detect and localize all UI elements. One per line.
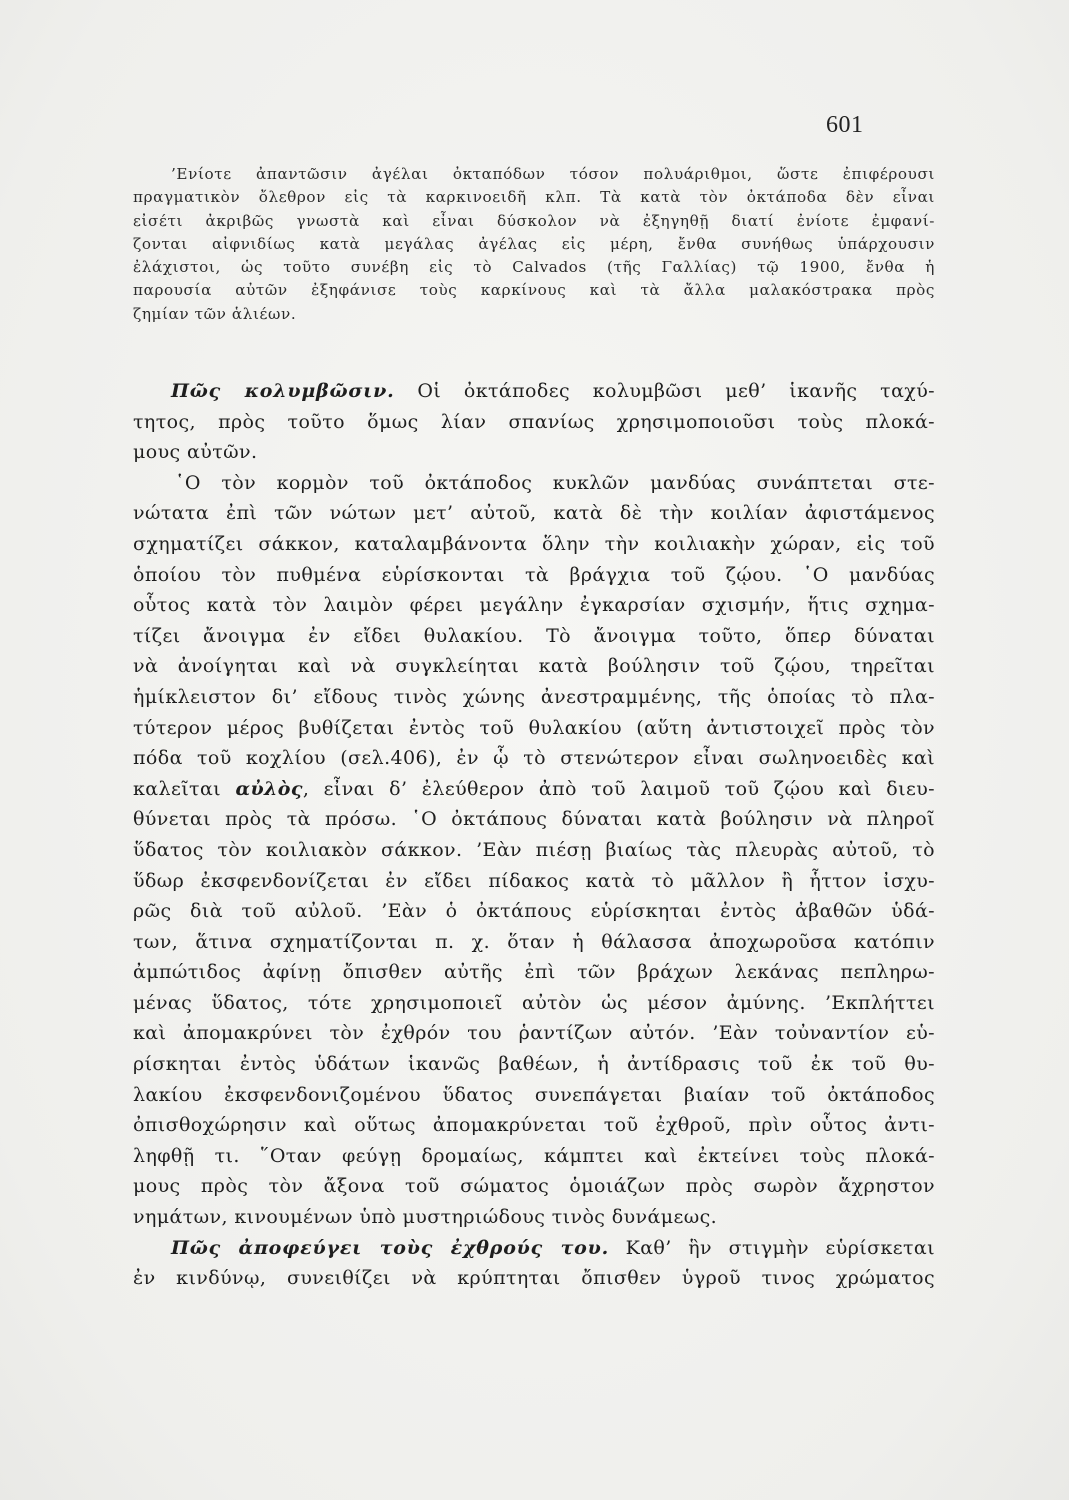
- text-line: νώτατα ἐπὶ τῶν νώτων μετ’ αὐτοῦ, κατὰ δὲ τὴν κοιλίαν ἀφιστάμενος: [133, 502, 935, 525]
- text-line: πόδα τοῦ κοχλίου (σελ.406), ἐν ᾧ τὸ στενώτερον εἶναι σωληνοειδὲς καὶ: [133, 747, 935, 770]
- text-line: μους πρὸς τὸν ἄξονα τοῦ σώματος ὁμοιάζων πρὸς σωρὸν ἄχρηστον: [133, 1175, 935, 1198]
- text-line: μους αὐτῶν.: [133, 441, 258, 464]
- section-heading-swimming: Πῶς κολυμβῶσιν.: [171, 380, 395, 402]
- text-line: καὶ ἀπομακρύνει τὸν ἐχθρόν του ῥαντίζων αὐτόν. ’Εὰν τοὐναντίον εὑ-: [133, 1022, 935, 1045]
- text-fragment: Οἱ ὀκτάποδες κολυμβῶσι μεθ’ ἱκανῆς ταχύ-: [417, 380, 935, 402]
- text-fragment: , εἶναι δ’ ἐλεύθερον ἀπὸ τοῦ λαιμοῦ τοῦ ζῴου καὶ διευ-: [302, 777, 935, 800]
- text-line: ρῶς διὰ τοῦ αὐλοῦ. ’Εὰν ὁ ὀκτάπους εὑρίσκηται ἐντὸς ἀβαθῶν ὑδά-: [133, 900, 935, 923]
- text-line: των, ἅτινα σχηματίζονται π. χ. ὅταν ἡ θάλασσα ἀποχωροῦσα κατόπιν: [133, 930, 935, 953]
- text-line: οὗτος κατὰ τὸν λαιμὸν φέρει μεγάλην ἐγκαρσίαν σχισμήν, ἥτις σχημα-: [133, 594, 935, 617]
- text-line: πραγματικὸν ὄλεθρον εἰς τὰ καρκινοειδῆ κλπ. Τὰ κατὰ τὸν ὀκτάποδα δὲν εἶναι: [133, 188, 935, 207]
- section-swimming-first-line: [133, 376, 935, 407]
- text-line: ἐν κινδύνῳ, συνειθίζει νὰ κρύπτηται ὄπισθεν ὑγροῦ τινος χρώματος: [133, 1267, 935, 1290]
- text-line: σχηματίζει σάκκον, καταλαμβάνοντα ὅλην τὴν κοιλιακὴν χώραν, εἰς τοῦ: [133, 532, 935, 555]
- text-line: τίζει ἄνοιγμα ἐν εἴδει θυλακίου. Τὸ ἄνοιγμα τοῦτο, ὅπερ δύναται: [133, 624, 935, 647]
- section-heading-evasion: Πῶς ἀποφεύγει τοὺς ἐχθρούς του.: [171, 1236, 610, 1259]
- text-line: μένας ὕδατος, τότε χρησιμοποιεῖ αὐτὸν ὡς μέσον ἀμύνης. ’Εκπλήττει: [133, 991, 935, 1014]
- text-line: ’Ενίοτε ἀπαντῶσιν ἀγέλαι ὀκταπόδων τόσον πολυάριθμοι, ὥστε ἐπιφέρουσι: [171, 165, 935, 183]
- section-evasion-first-line: [133, 1233, 935, 1264]
- text-line: ῾Ο τὸν κορμὸν τοῦ ὀκτάποδος κυκλῶν μανδύας συνάπτεται στε-: [175, 471, 935, 494]
- text-line: νημάτων, κινουμένων ὑπὸ μυστηριώδους τινὸς δυνάμεως.: [133, 1206, 718, 1229]
- text-line: λακίου ἐκσφενδονιζομένου ὕδατος συνεπάγεται βιαίαν τοῦ ὀκτάποδος: [133, 1083, 935, 1106]
- text-line: θύνεται πρὸς τὰ πρόσω. ῾Ο ὀκτάπους δύναται κατὰ βούλησιν νὰ πληροῖ: [133, 808, 935, 831]
- text-line: ὀπισθοχώρησιν καὶ οὕτως ἀπομακρύνεται τοῦ ἐχθροῦ, πρὶν οὗτος ἀντι-: [133, 1114, 935, 1137]
- text-line: ρίσκηται ἐντὸς ὑδάτων ἱκανῶς βαθέων, ἡ ἀντίδρασις τοῦ ἐκ τοῦ θυ-: [133, 1053, 935, 1076]
- emphasized-term: αὐλὸς: [235, 777, 303, 800]
- text-line: ὁποίου τὸν πυθμένα εὑρίσκονται τὰ βράγχια τοῦ ζῴου. ῾Ο μανδύας: [133, 563, 935, 586]
- intro-paragraph: [133, 163, 935, 326]
- text-fragment: Καθ’ ἣν στιγμὴν εὑρίσκεται: [625, 1236, 935, 1259]
- text-line: ἡμίκλειστον δι’ εἴδους τινὸς χώνης ἀνεστραμμένης, τῆς ὁποίας τὸ πλα-: [133, 685, 935, 708]
- text-line: τητος, πρὸς τοῦτο ὅμως λίαν σπανίως χρησιμοποιοῦσι τοὺς πλοκά-: [133, 410, 935, 433]
- text-line-with-term: [133, 774, 935, 805]
- text-line: ἀμπώτιδος ἀφίνῃ ὄπισθεν αὐτῆς ἐπὶ τῶν βράχων λεκάνας πεπληρω-: [133, 961, 935, 984]
- text-line: ζημίαν τῶν ἁλιέων.: [133, 304, 297, 323]
- page-number: 601: [826, 112, 864, 138]
- main-body-text: [133, 376, 935, 1294]
- text-line: ληφθῇ τι. ῞Οταν φεύγῃ δρομαίως, κάμπτει καὶ ἐκτείνει τοὺς πλοκά-: [133, 1144, 935, 1167]
- text-line: εἰσέτι ἀκριβῶς γνωστὰ καὶ εἶναι δύσκολον νὰ ἐξηγηθῇ διατί ἐνίοτε ἐμφανί-: [133, 211, 935, 230]
- text-line: τύτερον μέρος βυθίζεται ἐντὸς τοῦ θυλακίου (αὕτη ἀντιστοιχεῖ πρὸς τὸν: [133, 716, 935, 739]
- text-line: ἐλάχιστοι, ὡς τοῦτο συνέβη εἰς τὸ Calvados (τῆς Γαλλίας) τῷ 1900, ἔνθα ἡ: [133, 258, 935, 277]
- text-line: ὕδατος τὸν κοιλιακὸν σάκκον. ’Εὰν πιέσῃ βιαίως τὰς πλευρὰς αὐτοῦ, τὸ: [133, 838, 935, 861]
- text-fragment: καλεῖται: [133, 777, 222, 800]
- text-line: νὰ ἀνοίγηται καὶ νὰ συγκλείηται κατὰ βούλησιν τοῦ ζῴου, τηρεῖται: [133, 655, 935, 678]
- text-line: ὕδωρ ἐκσφενδονίζεται ἐν εἴδει πίδακος κατὰ τὸ μᾶλλον ἢ ἧττον ἰσχυ-: [133, 869, 935, 892]
- text-line: παρουσία αὐτῶν ἐξηφάνισε τοὺς καρκίνους καὶ τὰ ἄλλα μαλακόστρακα πρὸς: [133, 281, 935, 300]
- text-line: ζονται αἰφνιδίως κατὰ μεγάλας ἀγέλας εἰς μέρη, ἔνθα συνήθως ὑπάρχουσιν: [133, 234, 935, 253]
